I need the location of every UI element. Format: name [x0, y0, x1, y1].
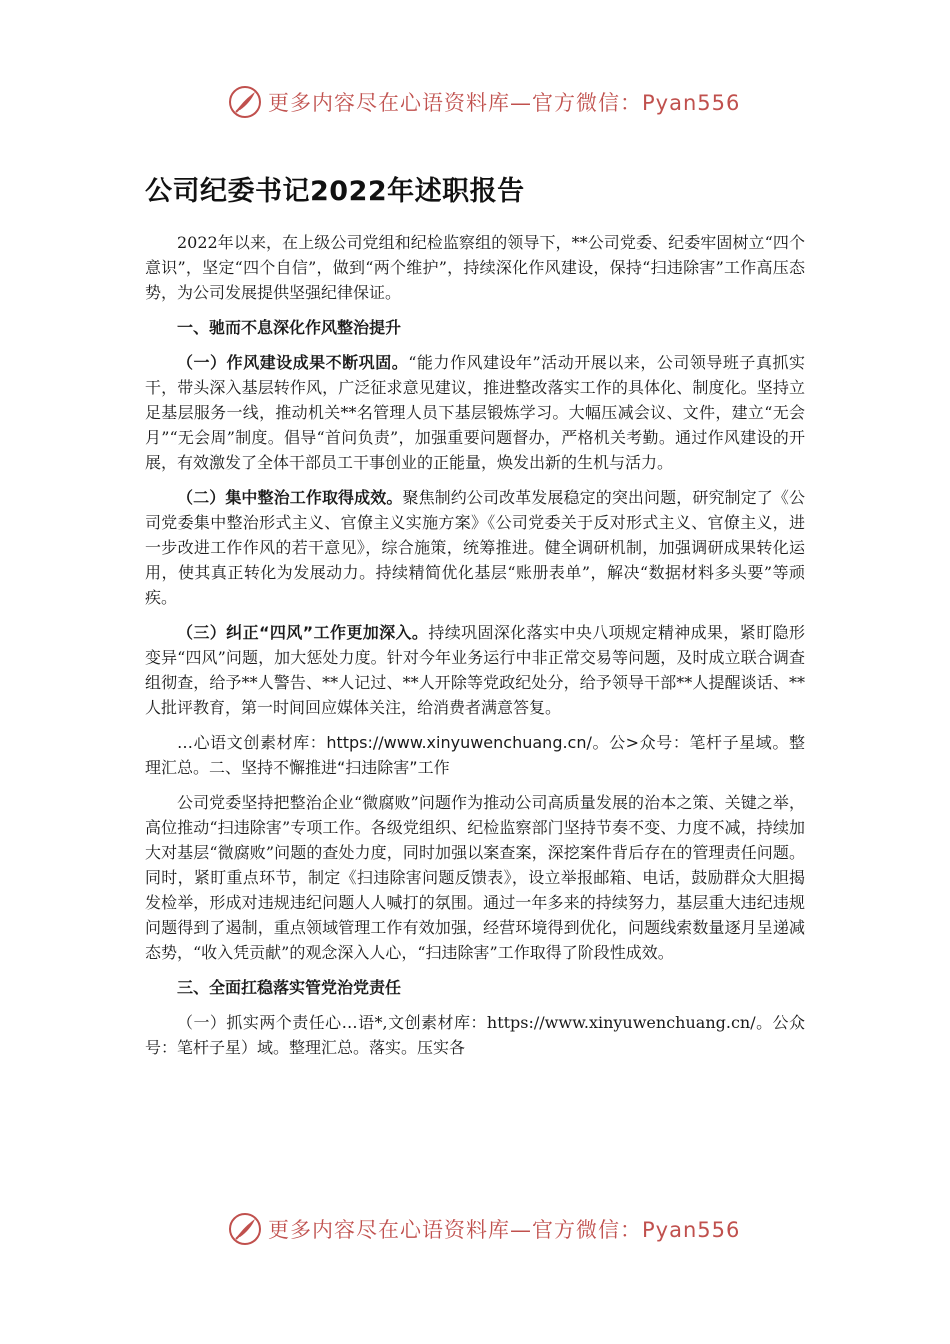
section-1-paragraph-2 [145, 485, 805, 610]
section-2-paragraph: 公司党委坚持把整治企业“微腐败”问题作为推动公司高质量发展的治本之策、关键之举，高位推动“扫违除害”专项工作。各级党组织、纪检监察部门坚持节奏不变、力度不减，持续加大对基层“微腐败”问题的查处力度，同时加强以案查案，深挖案件背后存在的管理责任问题。同时，紧盯重点环节，制定《扫违除害问题反馈表》，设立举报邮箱、电话，鼓励群众大胆揭发检举，形成对违规违纪问题人人喊打的氛围。通过一年多来的持续努力，基层重大违纪违规问题得到了遏制，重点领域管理工作有效加强，经营环境得到优化，问题线索数量逐月呈递减态势，“收入凭贡献”的观念深入人心，“扫违除害”工作取得了阶段性成效。 [145, 793, 805, 962]
section-3-heading: 三、全面扛稳落实管党治党责任 [177, 978, 402, 997]
intro-paragraph: 2022年以来，在上级公司党组和纪检监察组的领导下，**公司党委、纪委牢固树立“四个意识”，坚定“四个自信”，做到“两个维护”，持续深化作风建设，保持“扫违除害”工作高压态势，为公司发展提供坚强纪律保证。 [145, 233, 805, 302]
watermark-paragraph: …心语文创素材库：https://www.xinyuwenchuang.cn/。公>众号：笔杆子星域。整理汇总。二、坚持不懈推进“扫违除害”工作 [145, 733, 805, 777]
document-title: 公司纪委书记2022年述职报告 [145, 176, 525, 207]
paragraph-lead: （一）作风建设成果不断巩固。 [177, 353, 409, 372]
header-banner [228, 82, 740, 122]
banner-text: 更多内容尽在心语资料库—官方微信：Pyan556 [268, 91, 741, 115]
section-1-heading: 一、驰而不息深化作风整治提升 [177, 318, 402, 337]
banner-text: 更多内容尽在心语资料库—官方微信：Pyan556 [268, 1218, 741, 1242]
footer-banner [228, 1209, 740, 1249]
section-1-paragraph-3 [145, 620, 805, 720]
paragraph-body: “能力作风建设年”活动开展以来，公司领导班子真抓实干，带头深入基层转作风，广泛征求意见建议，推进整改落实工作的具体化、制度化。坚持立足基层服务一线，推动机关**名管理人员下基层锻炼学习。大幅压减会议、文件，建立“无会月”“无会周”制度。倡导“首问负责”，加强重要问题督办，严格机关考勤。通过作风建设的开展，有效激发了全体干部员工干事创业的正能量，焕发出新的生机与活力。 [145, 353, 805, 472]
paragraph-lead: （三）纠正“四风”工作更加深入。 [177, 623, 429, 642]
section-1-paragraph-1 [145, 350, 805, 475]
quill-pen-icon [228, 1212, 262, 1246]
paragraph-lead: （二）集中整治工作取得成效。 [177, 488, 403, 507]
section-3-paragraph-1: （一）抓实两个责任心…语*,文创素材库：https://www.xinyuwenchuang.cn/。公众号：笔杆子星）域。整理汇总。落实。压实各 [145, 1013, 805, 1057]
quill-pen-icon [228, 85, 262, 119]
paragraph-body: 聚焦制约公司改革发展稳定的突出问题，研究制定了《公司党委集中整治形式主义、官僚主义实施方案》《公司党委关于反对形式主义、官僚主义，进一步改进工作作风的若干意见》，综合施策，统筹推进。健全调研机制，加强调研成果转化运用，使其真正转化为发展动力。持续精简优化基层“账册表单”，解决“数据材料多头要”等顽疾。 [145, 488, 805, 607]
document-body [145, 172, 805, 1070]
paragraph-body: 持续巩固深化落实中央八项规定精神成果，紧盯隐形变异“四风”问题，加大惩处力度。针对今年业务运行中非正常交易等问题，及时成立联合调查组彻查，给予**人警告、**人记过、**人开除等党政纪处分，给予领导干部**人提醒谈话、**人批评教育，第一时间回应媒体关注，给消费者满意答复。 [145, 623, 805, 717]
